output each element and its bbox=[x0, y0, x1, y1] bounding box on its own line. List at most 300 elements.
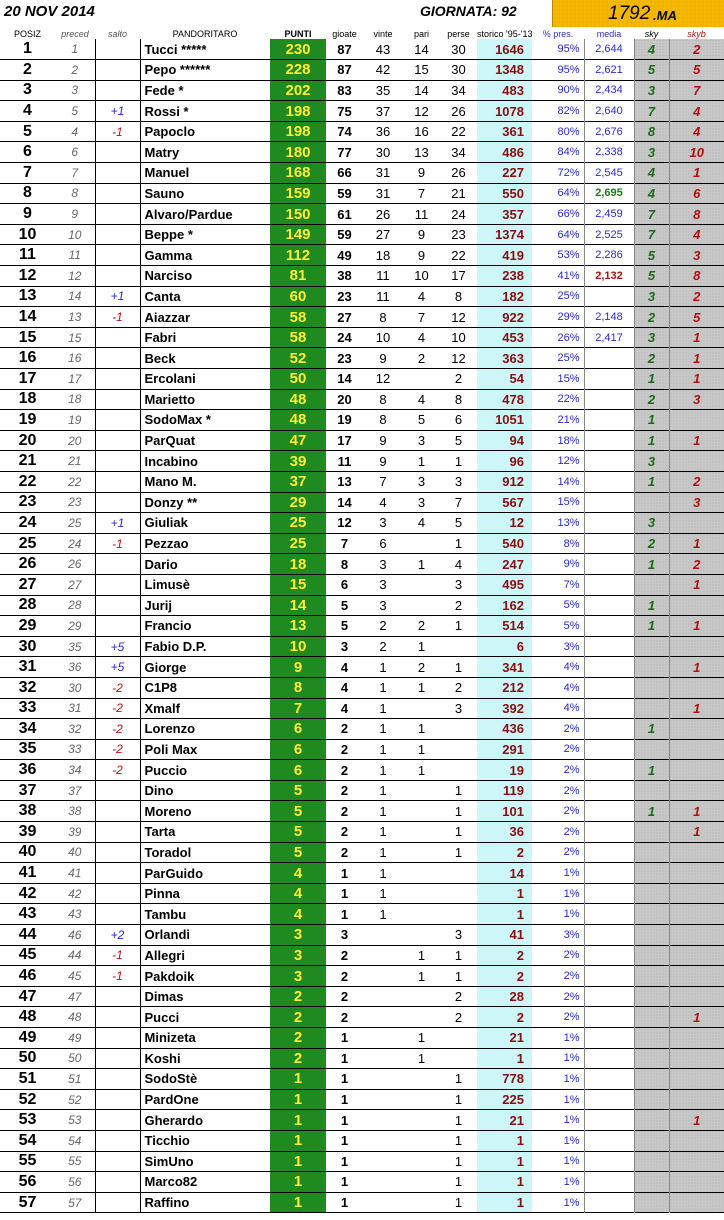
cell-storico: 96 bbox=[477, 451, 532, 472]
cell-salto: -1 bbox=[95, 307, 140, 328]
cell-storico: 550 bbox=[477, 183, 532, 204]
cell-salto: -2 bbox=[95, 698, 140, 719]
cell-punti: 1 bbox=[270, 1192, 326, 1213]
cell-perse: 1 bbox=[454, 783, 463, 799]
cell-skyb bbox=[669, 883, 724, 904]
table-row bbox=[0, 822, 724, 843]
cell-salto bbox=[95, 492, 140, 513]
cell-giocate: 5 bbox=[340, 618, 349, 634]
cell-position: 7 bbox=[23, 163, 32, 181]
cell-storico: 21 bbox=[477, 1110, 532, 1131]
cell-player-name: Moreno bbox=[140, 801, 270, 822]
cell-sky bbox=[634, 822, 669, 843]
cell-perse: 30 bbox=[451, 62, 466, 78]
cell-position: 36 bbox=[18, 761, 37, 779]
cell-sky: 1 bbox=[634, 430, 669, 451]
cell-punti: 4 bbox=[270, 904, 326, 925]
table-row bbox=[0, 904, 724, 925]
cell-perse: 3 bbox=[454, 577, 463, 593]
cell-vinte: 1 bbox=[379, 680, 387, 696]
cell-punti: 3 bbox=[270, 945, 326, 966]
cell-giocate: 19 bbox=[337, 412, 352, 428]
cell-salto: +1 bbox=[95, 286, 140, 307]
cell-position: 42 bbox=[18, 884, 37, 902]
cell-skyb bbox=[669, 966, 724, 987]
table-row bbox=[0, 945, 724, 966]
cell-media bbox=[584, 677, 634, 698]
cell-punti: 48 bbox=[270, 410, 326, 431]
cell-giocate: 74 bbox=[337, 124, 352, 140]
cell-sky: 3 bbox=[634, 327, 669, 348]
cell-player-name: SodoStè bbox=[140, 1069, 270, 1090]
cell-skyb bbox=[669, 1130, 724, 1151]
cell-vinte: 8 bbox=[379, 391, 387, 407]
cell-position: 8 bbox=[23, 184, 32, 202]
cell-skyb bbox=[669, 513, 724, 534]
cell-salto: -2 bbox=[95, 677, 140, 698]
cell-vinte: 6 bbox=[379, 536, 387, 552]
cell-media bbox=[584, 883, 634, 904]
cell-perse: 24 bbox=[451, 206, 466, 222]
cell-preced: 7 bbox=[71, 165, 79, 180]
cell-punti: 3 bbox=[270, 966, 326, 987]
table-row bbox=[0, 1028, 724, 1049]
cell-vinte: 31 bbox=[375, 185, 391, 201]
cell-perse bbox=[440, 863, 477, 884]
cell-position: 3 bbox=[23, 81, 32, 99]
cell-player-name: Gherardo bbox=[140, 1110, 270, 1131]
cell-punti: 9 bbox=[270, 657, 326, 678]
cell-salto bbox=[95, 471, 140, 492]
cell-preced: 22 bbox=[68, 474, 82, 489]
cell-skyb: 1 bbox=[669, 698, 724, 719]
cell-sky bbox=[634, 1007, 669, 1028]
cell-player-name: Raffino bbox=[140, 1192, 270, 1213]
cell-media: 2,417 bbox=[584, 327, 634, 348]
cell-pres: 95% bbox=[557, 63, 580, 76]
table-row bbox=[0, 842, 724, 863]
cell-sky: 7 bbox=[634, 204, 669, 225]
cell-player-name: Ercolani bbox=[140, 369, 270, 390]
cell-punti: 168 bbox=[270, 163, 326, 184]
table-row bbox=[0, 101, 724, 122]
cell-vinte: 9 bbox=[379, 433, 387, 449]
cell-perse: 1 bbox=[454, 1112, 463, 1128]
cell-pres: 72% bbox=[557, 166, 580, 179]
cell-skyb bbox=[669, 636, 724, 657]
cell-sky: 2 bbox=[634, 389, 669, 410]
cell-player-name: Pepo ****** bbox=[140, 60, 270, 81]
cell-giocate: 1 bbox=[340, 906, 349, 922]
table-row bbox=[0, 224, 724, 245]
cell-skyb: 1 bbox=[669, 533, 724, 554]
cell-perse: 1 bbox=[454, 1133, 463, 1149]
cell-perse: 2 bbox=[454, 989, 463, 1005]
cell-position: 15 bbox=[18, 328, 37, 346]
cell-position: 2 bbox=[23, 60, 32, 78]
cell-player-name: Poli Max bbox=[140, 739, 270, 760]
table-row bbox=[0, 1110, 724, 1131]
cell-pari: 12 bbox=[414, 103, 429, 119]
cell-position: 20 bbox=[18, 431, 37, 449]
cell-player-name: Marco82 bbox=[140, 1172, 270, 1193]
cell-salto bbox=[95, 183, 140, 204]
cell-sky bbox=[634, 925, 669, 946]
cell-media bbox=[584, 986, 634, 1007]
cell-player-name: Allegri bbox=[140, 945, 270, 966]
cell-salto: +1 bbox=[95, 101, 140, 122]
cell-punti: 2 bbox=[270, 1007, 326, 1028]
cell-pres: 5% bbox=[563, 619, 580, 632]
cell-player-name: Alvaro/Pardue bbox=[140, 204, 270, 225]
cell-salto: -2 bbox=[95, 739, 140, 760]
cell-vinte: 7 bbox=[379, 474, 387, 490]
cell-media bbox=[584, 348, 634, 369]
cell-skyb bbox=[669, 1089, 724, 1110]
cell-vinte bbox=[363, 1028, 403, 1049]
cell-pari: 7 bbox=[417, 309, 426, 325]
cell-media: 2,338 bbox=[584, 142, 634, 163]
cell-sky: 3 bbox=[634, 142, 669, 163]
col-skyb: skyb bbox=[687, 29, 706, 39]
cell-perse: 12 bbox=[451, 350, 466, 366]
cell-skyb: 2 bbox=[669, 471, 724, 492]
cell-position: 26 bbox=[18, 555, 37, 573]
cell-perse: 23 bbox=[451, 227, 466, 243]
cell-preced: 41 bbox=[68, 866, 82, 881]
cell-giocate: 2 bbox=[340, 783, 349, 799]
cell-preced: 15 bbox=[68, 330, 82, 345]
cell-preced: 56 bbox=[68, 1174, 82, 1189]
cell-position: 10 bbox=[18, 225, 37, 243]
cell-preced: 17 bbox=[68, 371, 82, 386]
cell-punti: 52 bbox=[270, 348, 326, 369]
cell-storico: 1 bbox=[477, 1151, 532, 1172]
cell-skyb: 10 bbox=[669, 142, 724, 163]
cell-player-name: Tucci ***** bbox=[140, 39, 270, 60]
cell-punti: 25 bbox=[270, 513, 326, 534]
cell-preced: 20 bbox=[68, 433, 82, 448]
cell-storico: 238 bbox=[477, 266, 532, 287]
cell-pres: 2% bbox=[563, 990, 580, 1003]
cell-perse bbox=[440, 1048, 477, 1069]
table-row bbox=[0, 636, 724, 657]
cell-salto bbox=[95, 616, 140, 637]
cell-perse bbox=[440, 1028, 477, 1049]
col-giocate: gioate bbox=[332, 29, 357, 39]
cell-pari: 4 bbox=[417, 515, 426, 531]
cell-media bbox=[584, 945, 634, 966]
cell-media bbox=[584, 863, 634, 884]
cell-sky bbox=[634, 904, 669, 925]
col-perse: perse bbox=[447, 29, 470, 39]
table-row bbox=[0, 1172, 724, 1193]
cell-vinte: 37 bbox=[375, 103, 391, 119]
table-row bbox=[0, 204, 724, 225]
cell-storico: 6 bbox=[477, 636, 532, 657]
cell-storico: 1 bbox=[477, 883, 532, 904]
cell-vinte: 1 bbox=[379, 741, 387, 757]
cell-position: 49 bbox=[18, 1028, 37, 1046]
cell-perse: 2 bbox=[454, 371, 463, 387]
cell-storico: 162 bbox=[477, 595, 532, 616]
cell-position: 24 bbox=[18, 513, 37, 531]
table-row bbox=[0, 266, 724, 287]
cell-sky: 1 bbox=[634, 410, 669, 431]
cell-perse: 12 bbox=[451, 309, 466, 325]
cell-position: 38 bbox=[18, 802, 37, 820]
cell-giocate: 1 bbox=[340, 1050, 349, 1066]
cell-punti: 1 bbox=[270, 1069, 326, 1090]
cell-sky: 2 bbox=[634, 533, 669, 554]
cell-sky bbox=[634, 1089, 669, 1110]
cell-sky bbox=[634, 698, 669, 719]
cell-position: 51 bbox=[18, 1069, 37, 1087]
cell-skyb: 1 bbox=[669, 1007, 724, 1028]
cell-salto bbox=[95, 1007, 140, 1028]
cell-storico: 912 bbox=[477, 471, 532, 492]
cell-vinte: 1 bbox=[379, 865, 387, 881]
cell-pari: 15 bbox=[414, 62, 429, 78]
cell-vinte: 2 bbox=[379, 639, 387, 655]
cell-punti: 18 bbox=[270, 554, 326, 575]
cell-vinte: 2 bbox=[379, 618, 387, 634]
cell-preced: 19 bbox=[68, 412, 82, 427]
cell-storico: 453 bbox=[477, 327, 532, 348]
cell-pari: 1 bbox=[417, 947, 426, 963]
cell-pari: 16 bbox=[414, 124, 429, 140]
cell-pari: 3 bbox=[417, 474, 426, 490]
cell-media bbox=[584, 1089, 634, 1110]
cell-position: 27 bbox=[18, 575, 37, 593]
cell-media bbox=[584, 760, 634, 781]
cell-skyb: 3 bbox=[669, 492, 724, 513]
cell-skyb: 8 bbox=[669, 204, 724, 225]
cell-storico: 2 bbox=[477, 945, 532, 966]
cell-sky: 3 bbox=[634, 513, 669, 534]
cell-player-name: PardOne bbox=[140, 1089, 270, 1110]
cell-pres: 4% bbox=[563, 681, 580, 694]
cell-position: 25 bbox=[18, 534, 37, 552]
cell-position: 45 bbox=[18, 946, 37, 964]
cell-pres: 3% bbox=[563, 640, 580, 653]
col-vinte: vinte bbox=[373, 29, 393, 39]
cell-preced: 34 bbox=[68, 763, 82, 778]
table-row bbox=[0, 966, 724, 987]
cell-pari: 1 bbox=[417, 721, 426, 737]
table-row bbox=[0, 677, 724, 698]
cell-storico: 225 bbox=[477, 1089, 532, 1110]
cell-player-name: SodoMax * bbox=[140, 410, 270, 431]
cell-pres: 2% bbox=[563, 1011, 580, 1024]
cell-pres: 7% bbox=[563, 578, 580, 591]
cell-salto bbox=[95, 430, 140, 451]
cell-storico: 247 bbox=[477, 554, 532, 575]
cell-salto bbox=[95, 1172, 140, 1193]
cell-pari: 1 bbox=[417, 1050, 426, 1066]
cell-perse: 8 bbox=[454, 288, 463, 304]
cell-player-name: Pinna bbox=[140, 883, 270, 904]
cell-position: 23 bbox=[18, 493, 37, 511]
cell-preced: 54 bbox=[68, 1133, 82, 1148]
cell-vinte bbox=[363, 966, 403, 987]
cell-giocate: 4 bbox=[340, 700, 349, 716]
cell-pres: 95% bbox=[557, 43, 580, 56]
report-date: 20 NOV 2014 bbox=[4, 3, 95, 20]
cell-preced: 4 bbox=[71, 124, 79, 139]
cell-vinte bbox=[363, 925, 403, 946]
cell-salto bbox=[95, 801, 140, 822]
table-row bbox=[0, 369, 724, 390]
cell-storico: 778 bbox=[477, 1069, 532, 1090]
table-row bbox=[0, 410, 724, 431]
table-row bbox=[0, 183, 724, 204]
cell-pres: 82% bbox=[557, 105, 580, 118]
cell-preced: 1 bbox=[71, 42, 79, 57]
cell-preced: 8 bbox=[71, 186, 79, 201]
cell-storico: 1078 bbox=[477, 101, 532, 122]
cell-punti: 149 bbox=[270, 224, 326, 245]
cell-giocate: 4 bbox=[340, 659, 349, 675]
cell-vinte: 3 bbox=[379, 597, 387, 613]
col-posiz: POSIZ bbox=[13, 29, 41, 39]
cell-storico: 12 bbox=[477, 513, 532, 534]
cell-storico: 922 bbox=[477, 307, 532, 328]
cell-pari bbox=[403, 1069, 440, 1090]
cell-sky: 4 bbox=[634, 39, 669, 60]
cell-giocate: 7 bbox=[340, 536, 349, 552]
cell-preced: 52 bbox=[68, 1092, 82, 1107]
cell-preced: 11 bbox=[68, 248, 81, 263]
cell-punti: 1 bbox=[270, 1172, 326, 1193]
cell-pari: 11 bbox=[414, 206, 429, 222]
cell-player-name: Lorenzo bbox=[140, 719, 270, 740]
cell-storico: 357 bbox=[477, 204, 532, 225]
cell-punti: 6 bbox=[270, 760, 326, 781]
table-row bbox=[0, 142, 724, 163]
cell-preced: 16 bbox=[68, 351, 82, 366]
cell-pari bbox=[403, 801, 440, 822]
cell-giocate: 1 bbox=[340, 865, 349, 881]
cell-perse: 1 bbox=[454, 1195, 463, 1211]
cell-vinte: 1 bbox=[379, 762, 387, 778]
cell-perse: 3 bbox=[454, 927, 463, 943]
cell-player-name: Rossi * bbox=[140, 101, 270, 122]
cell-position: 33 bbox=[18, 699, 37, 717]
cell-salto: +5 bbox=[95, 636, 140, 657]
cell-perse: 1 bbox=[454, 947, 463, 963]
cell-storico: 19 bbox=[477, 760, 532, 781]
cell-preced: 39 bbox=[68, 824, 82, 839]
cell-pari: 14 bbox=[414, 41, 429, 57]
cell-giocate: 2 bbox=[340, 741, 349, 757]
cell-skyb: 2 bbox=[669, 286, 724, 307]
cell-skyb: 1 bbox=[669, 348, 724, 369]
cell-preced: 48 bbox=[68, 1010, 82, 1025]
cell-player-name: Giuliak bbox=[140, 513, 270, 534]
table-row bbox=[0, 533, 724, 554]
cell-sky bbox=[634, 780, 669, 801]
cell-position: 14 bbox=[18, 308, 37, 326]
cell-punti: 6 bbox=[270, 739, 326, 760]
cell-perse: 7 bbox=[454, 494, 463, 510]
cell-vinte: 1 bbox=[379, 824, 387, 840]
cell-pres: 15% bbox=[557, 372, 580, 385]
cell-storico: 486 bbox=[477, 142, 532, 163]
cell-perse: 2 bbox=[454, 680, 463, 696]
cell-player-name: Marietto bbox=[140, 389, 270, 410]
cell-position: 5 bbox=[23, 122, 32, 140]
cell-preced: 5 bbox=[71, 104, 79, 119]
cell-pres: 22% bbox=[557, 393, 580, 406]
cell-perse: 8 bbox=[454, 391, 463, 407]
cell-giocate: 2 bbox=[340, 1009, 349, 1025]
cell-pres: 15% bbox=[557, 496, 580, 509]
cell-media: 2,148 bbox=[584, 307, 634, 328]
cell-punti: 47 bbox=[270, 430, 326, 451]
cell-pres: 1% bbox=[563, 1175, 580, 1188]
cell-pres: 1% bbox=[563, 867, 580, 880]
cell-pres: 64% bbox=[557, 228, 580, 241]
cell-position: 28 bbox=[18, 596, 37, 614]
cell-skyb bbox=[669, 1048, 724, 1069]
table-row bbox=[0, 1130, 724, 1151]
cell-perse bbox=[440, 883, 477, 904]
cell-salto bbox=[95, 327, 140, 348]
cell-vinte bbox=[363, 1069, 403, 1090]
cell-media: 2,132 bbox=[584, 266, 634, 287]
cell-salto bbox=[95, 80, 140, 101]
cell-vinte: 1 bbox=[379, 659, 387, 675]
cell-storico: 363 bbox=[477, 348, 532, 369]
cell-preced: 45 bbox=[68, 969, 82, 984]
cell-vinte: 12 bbox=[375, 371, 391, 387]
cell-skyb: 1 bbox=[669, 430, 724, 451]
cell-preced: 47 bbox=[68, 989, 82, 1004]
cell-pari bbox=[403, 780, 440, 801]
cell-player-name: Tarta bbox=[140, 822, 270, 843]
cell-position: 1 bbox=[23, 40, 32, 58]
table-row bbox=[0, 245, 724, 266]
cell-giocate: 1 bbox=[340, 1174, 349, 1190]
cell-salto bbox=[95, 451, 140, 472]
table-row bbox=[0, 39, 724, 60]
cell-sky: 8 bbox=[634, 121, 669, 142]
cell-player-name: Dino bbox=[140, 780, 270, 801]
cell-skyb bbox=[669, 925, 724, 946]
cell-storico: 419 bbox=[477, 245, 532, 266]
cell-pari bbox=[403, 925, 440, 946]
cell-giocate: 4 bbox=[340, 680, 349, 696]
cell-preced: 40 bbox=[68, 845, 82, 860]
cell-storico: 1 bbox=[477, 1192, 532, 1213]
cell-media bbox=[584, 574, 634, 595]
cell-preced: 42 bbox=[68, 886, 82, 901]
cell-sky: 1 bbox=[634, 369, 669, 390]
table-row bbox=[0, 863, 724, 884]
cell-pres: 29% bbox=[557, 311, 580, 324]
table-row bbox=[0, 698, 724, 719]
cell-pari bbox=[403, 1130, 440, 1151]
cell-punti: 13 bbox=[270, 616, 326, 637]
cell-giocate: 1 bbox=[340, 886, 349, 902]
cell-perse: 1 bbox=[454, 536, 463, 552]
cell-perse: 1 bbox=[454, 1153, 463, 1169]
cell-salto bbox=[95, 163, 140, 184]
cell-player-name: Pucci bbox=[140, 1007, 270, 1028]
cell-skyb: 1 bbox=[669, 822, 724, 843]
cell-media: 2,434 bbox=[584, 80, 634, 101]
